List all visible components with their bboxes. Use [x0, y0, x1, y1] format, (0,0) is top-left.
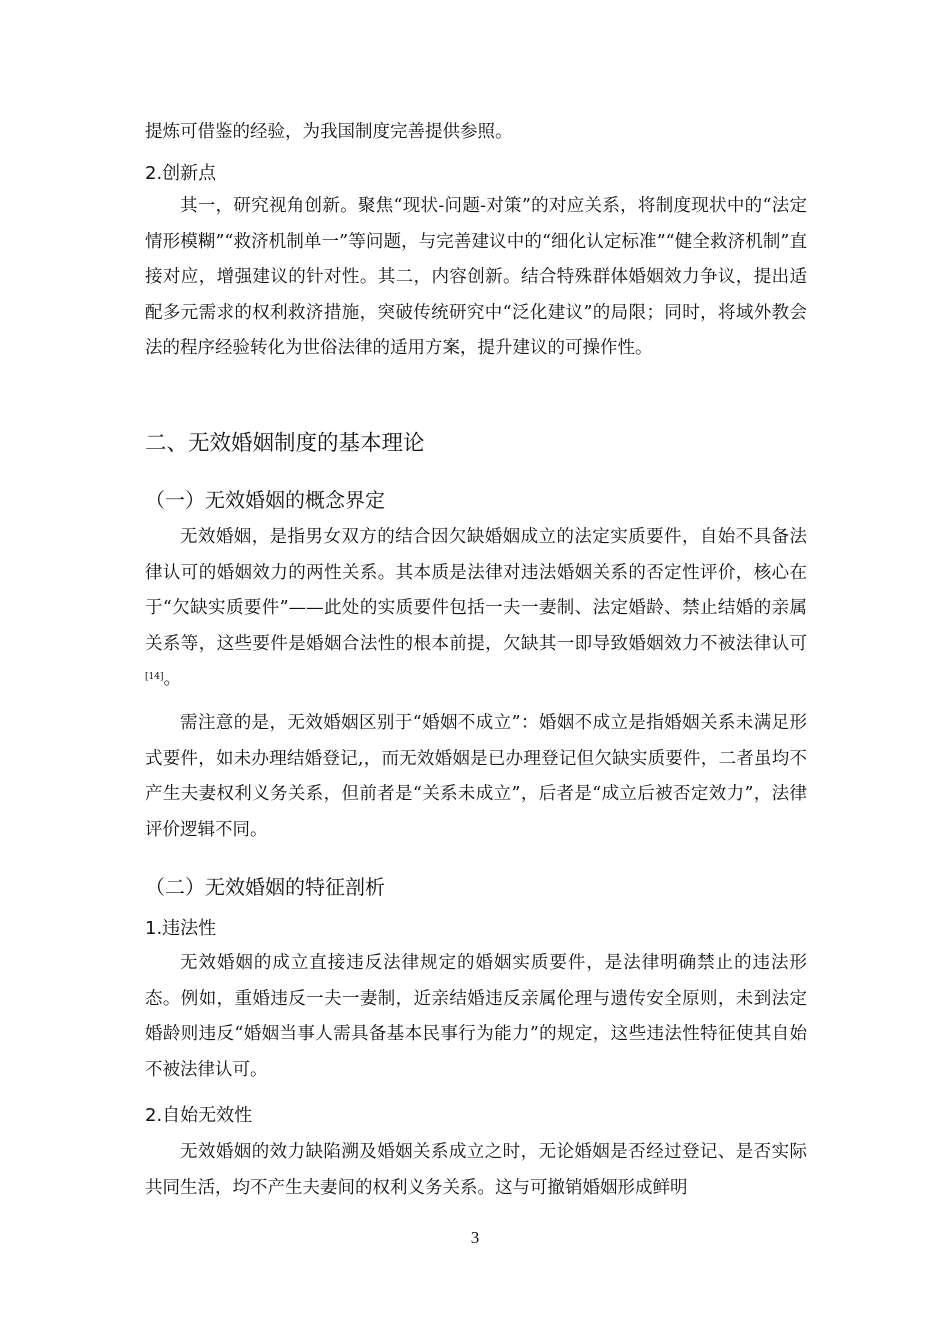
- heading-innovation: 2.创新点: [145, 163, 217, 184]
- subsection-title-features: （二）无效婚姻的特征剖析: [145, 875, 385, 899]
- paragraph-illegality: 无效婚姻的成立直接违反法律规定的婚姻实质要件，是法律明确禁止的违法形态。例如，重婚违反一夫一妻制，近亲结婚违反亲属伦理与遗传安全原则，未到法定婚龄则违反“婚姻当事人需具备基本民事行为能力”的规定，这些违法性特征使其自始不被法律认可。: [145, 953, 807, 1080]
- subsection-title-concept: （一）无效婚姻的概念界定: [145, 488, 385, 512]
- section-title: 二、无效婚姻制度的基本理论: [145, 431, 425, 456]
- paragraph-void-ab-initio: 无效婚姻的效力缺陷溯及婚姻关系成立之时，无论婚姻是否经过登记、是否实际共同生活，均不产生夫妻间的权利义务关系。这与可撤销婚姻形成鲜明: [145, 1142, 807, 1198]
- paragraph-concept-1-text: 无效婚姻，是指男女双方的结合因欠缺婚姻成立的法定实质要件，自始不具备法律认可的婚姻效力的两性关系。其本质是法律对违法婚姻关系的否定性评价，核心在于“欠缺实质要件”——此处的实质要件包括一夫一妻制、法定婚龄、禁止结婚的亲属关系等，这些要件是婚姻合法性的根本前提，欠缺其一即导致婚姻效力不被法律认可: [145, 527, 807, 654]
- heading-illegality: 1.违法性: [145, 918, 217, 939]
- paragraph-concept-1: [145, 520, 807, 698]
- heading-void-ab-initio: 2.自始无效性: [145, 1105, 253, 1126]
- paragraph-concept-1-end: 。: [163, 669, 181, 690]
- paragraph-concept-2: 需注意的是，无效婚姻区别于“婚姻不成立”：婚姻不成立是指婚姻关系未满足形式要件，如未办理结婚登记,，而无效婚姻是已办理登记但欠缺实质要件，二者虽均不产生夫妻权利义务关系，但前者是“关系未成立”，后者是“成立后被否定效力”，法律评价逻辑不同。: [145, 713, 807, 840]
- page-number: 3: [470, 1228, 480, 1247]
- paragraph-intro-tail: 提炼可借鉴的经验，为我国制度完善提供参照。: [145, 122, 513, 142]
- citation-ref: [14]: [145, 672, 164, 683]
- paragraph-innovation: 其一，研究视角创新。聚焦“现状-问题-对策”的对应关系，将制度现状中的“法定情形模糊”“救济机制单一”等问题，与完善建议中的“细化认定标准”“健全救济机制”直接对应，增强建议的针对性。其二，内容创新。结合特殊群体婚姻效力争议，提出适配多元需求的权利救济措施，突破传统研究中“泛化建议”的局限；同时，将域外教会法的程序经验转化为世俗法律的适用方案，提升建议的可操作性。: [145, 196, 807, 359]
